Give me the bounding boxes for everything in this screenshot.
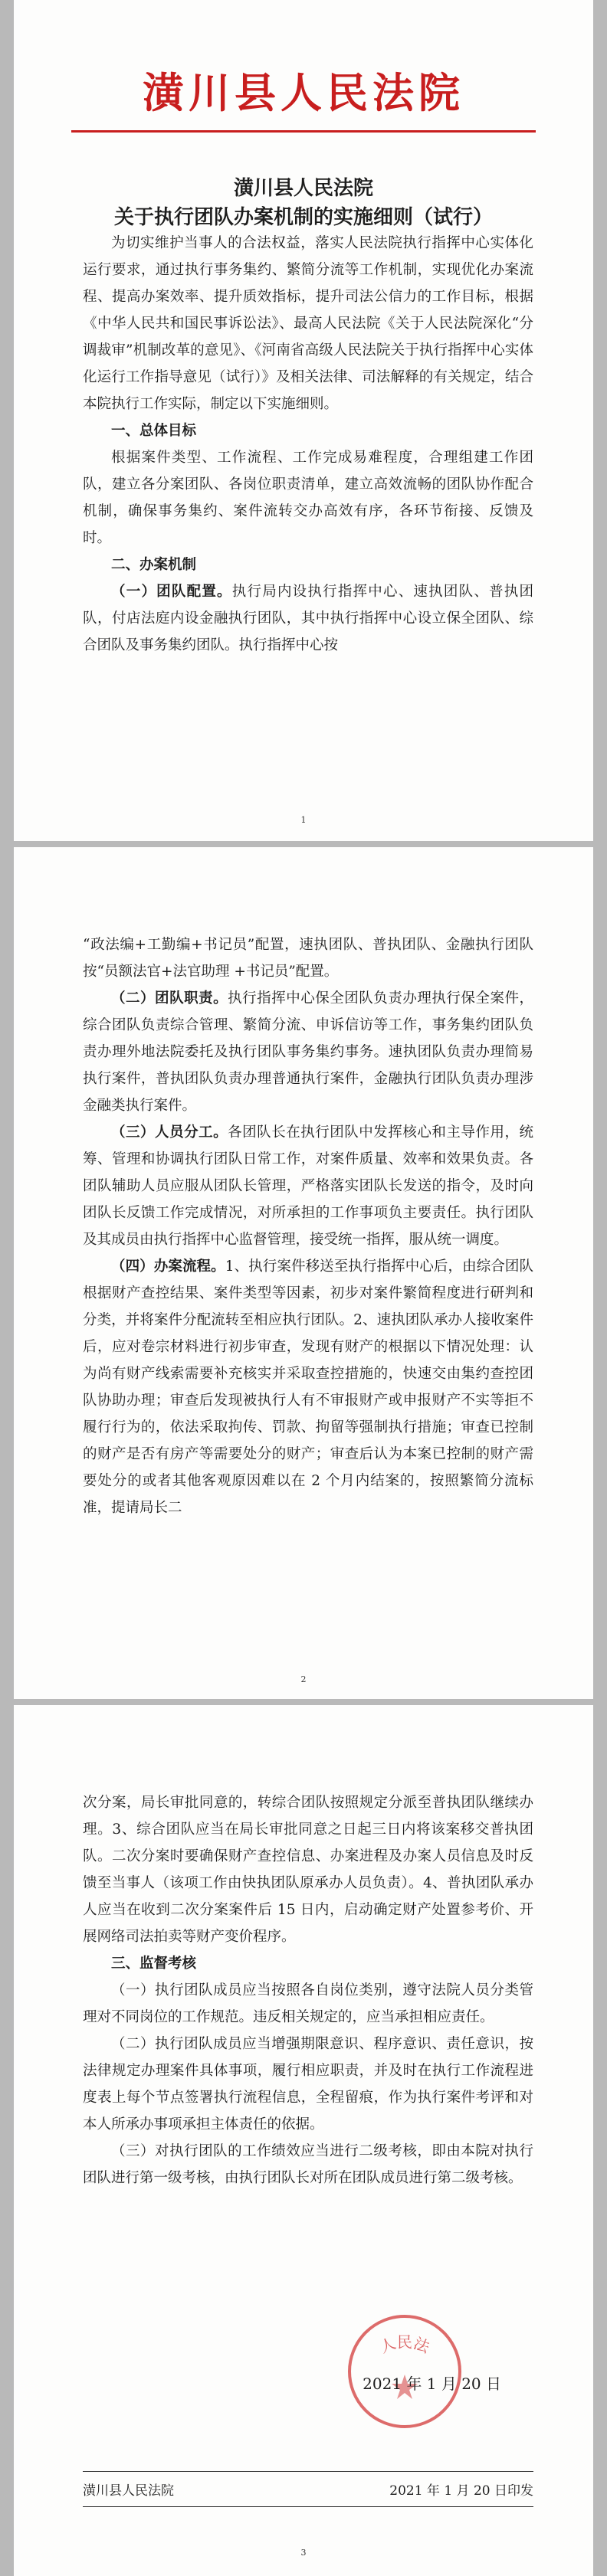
section-2-heading: 二、办案机制 bbox=[111, 557, 197, 573]
team-config-continued: “政法编+工勤编+书记员”配置，速执团队、普执团队、金融执行团队按“员额法官+法官助理 +书记员”配置。 bbox=[83, 937, 533, 980]
page-1-body bbox=[83, 230, 533, 659]
page-number-3: 3 bbox=[300, 2548, 307, 2558]
footer-rule-bottom bbox=[83, 2506, 533, 2507]
case-process-paragraph bbox=[83, 1253, 533, 1521]
seal-text: 人民法 bbox=[377, 2332, 432, 2357]
page-number-1: 1 bbox=[300, 815, 307, 825]
team-config-lead: （一）团队配置。 bbox=[111, 584, 232, 600]
document-title-line-2: 关于执行团队办案机制的实施细则（试行） bbox=[113, 206, 493, 229]
document-page-3 bbox=[14, 1705, 593, 2576]
case-process-continued: 次分案，局长审批同意的，转综合团队按照规定分派至普执团队继续办理。3、综合团队应当在局长审批同意之日起三日内将该案移交普执团队。二次分案时要确保财产查控信息、办案进程及办案人员信息及时反馈至当事人（该项工作由快执团队原承办人员负责）。4、普执团队承办人应当在收到二次分案案件后 15 日内，启动确定财产处置参考价、开展网络司法拍卖等财产变价程序。 bbox=[83, 1795, 533, 1945]
page-3-body bbox=[83, 1789, 533, 2191]
document-title bbox=[14, 174, 593, 232]
issuance-footer bbox=[83, 2471, 533, 2507]
letterhead-court-name: 潢川县人民法院 bbox=[143, 68, 464, 117]
document-page-1 bbox=[14, 0, 593, 841]
footer-issuer: 潢川县人民法院 bbox=[83, 2483, 174, 2499]
section-1-heading: 一、总体目标 bbox=[111, 423, 197, 439]
signature-date: 2021 年 1 月 20 日 bbox=[363, 2375, 501, 2393]
document-page-2 bbox=[14, 847, 593, 1699]
oversight-paragraph-3: （三）对执行团队的工作绩效应当进行二级考核，即由本院对执行团队进行第一级考核，由执行团队长对所在团队成员进行第二级考核。 bbox=[83, 2143, 533, 2186]
staff-division-paragraph bbox=[83, 1119, 533, 1253]
oversight-paragraph-1: （一）执行团队成员应当按照各自岗位类别，遵守法院人员分类管理对不同岗位的工作规范。违反相关规定的，应当承担相应责任。 bbox=[83, 1982, 533, 2025]
footer-row bbox=[83, 2472, 533, 2506]
staff-division-text: 各团队长在执行团队中发挥核心和主导作用，统筹、管理和协调执行团队日常工作，对案件质量、效率和效果负责。各团队辅助人员应服从团队长管理，严格落实团队长发送的指令，及时向团队长反馈工作完成情况，对所承担的工作事项负主要责任。执行团队及其成员由执行指挥中心监督管理，接受统一指挥，服从统一调度。 bbox=[83, 1124, 533, 1248]
letterhead-red-rule bbox=[71, 130, 536, 133]
page-2-body bbox=[83, 931, 533, 1521]
oversight-paragraph-2: （二）执行团队成员应当增强期限意识、程序意识、责任意识，按法律规定办理案件具体事项，履行相应职责，并及时在执行工作流程进度表上每个节点签署执行流程信息，全程留痕，作为执行案件考评和对本人所承办事项承担主体责任的依据。 bbox=[83, 2036, 533, 2132]
case-process-lead: （四）办案流程。 bbox=[111, 1259, 225, 1275]
team-config-paragraph bbox=[83, 578, 533, 659]
team-duties-text: 执行指挥中心保全团队负责办理执行保全案件，综合团队负责综合管理、繁简分流、申诉信访等工作，事务集约团队负责办理外地法院委托及执行团队事务集约事务。速执团队负责办理简易执行案件，普执团队负责办理普通执行案件，金融执行团队负责办理涉金融类执行案件。 bbox=[83, 990, 533, 1114]
case-process-text: 1、执行案件移送至执行指挥中心后，由综合团队根据财产查控结果、案件类型等因素，初步对案件繁简程度进行研判和分类，并将案件分配流转至相应执行团队。2、速执团队承办人接收案件后，应对卷宗材料进行初步审查，发现有财产的根据以下情况处理：认为尚有财产线索需要补充核实并采取查控措施的，快速交由集约查控团队协助办理；审查后发现被执行人有不审报财产或申报财产不实等拒不履行行为的，依法采取拘传、罚款、拘留等强制执行措施；审查已控制的财产是否有房产等需要处分的财产；审查后认为本案已控制的财产需要处分的或者其他客观原因难以在 2 个月内结案的，按照繁简分流标准，提请局长二 bbox=[83, 1259, 533, 1516]
team-duties-lead: （二）团队职责。 bbox=[111, 990, 228, 1007]
team-duties-paragraph bbox=[83, 985, 533, 1119]
section-1-paragraph: 根据案件类型、工作流程、工作完成易难程度，合理组建工作团队，建立各分案团队、各岗位职责清单，建立高效流畅的团队协作配合机制，确保事务集约、案件流转交办高效有序，各环节衔接、反馈及时。 bbox=[83, 450, 533, 546]
intro-paragraph: 为切实维护当事人的合法权益，落实人民法院执行指挥中心实体化运行要求，通过执行事务集约、繁简分流等工作机制，实现优化办案流程、提高办案效率、提升质效指标，提升司法公信力的工作目标，根据《中华人民共和国民事诉讼法》、最高人民法院《关于人民法院深化“分调裁审”机制改革的意见》、《河南省高级人民法院关于执行指挥中心实体化运行工作指导意见（试行）》及相关法律、司法解释的有关规定，结合本院执行工作实际，制定以下实施细则。 bbox=[83, 235, 533, 412]
section-3-heading: 三、监督考核 bbox=[111, 1956, 197, 1972]
page-number-2: 2 bbox=[300, 1674, 307, 1684]
document-title-line-1: 潢川县人民法院 bbox=[233, 177, 373, 200]
team-config-text: 执行局内设执行指挥中心、速执团队、普执团队，付店法庭内设金融执行团队，其中执行指挥中心设立保全团队、综合团队及事务集约团队。执行指挥中心按 bbox=[83, 584, 533, 653]
staff-division-lead: （三）人员分工。 bbox=[111, 1124, 228, 1141]
footer-issue-date: 2021 年 1 月 20 日印发 bbox=[389, 2483, 533, 2499]
letterhead bbox=[14, 0, 593, 133]
